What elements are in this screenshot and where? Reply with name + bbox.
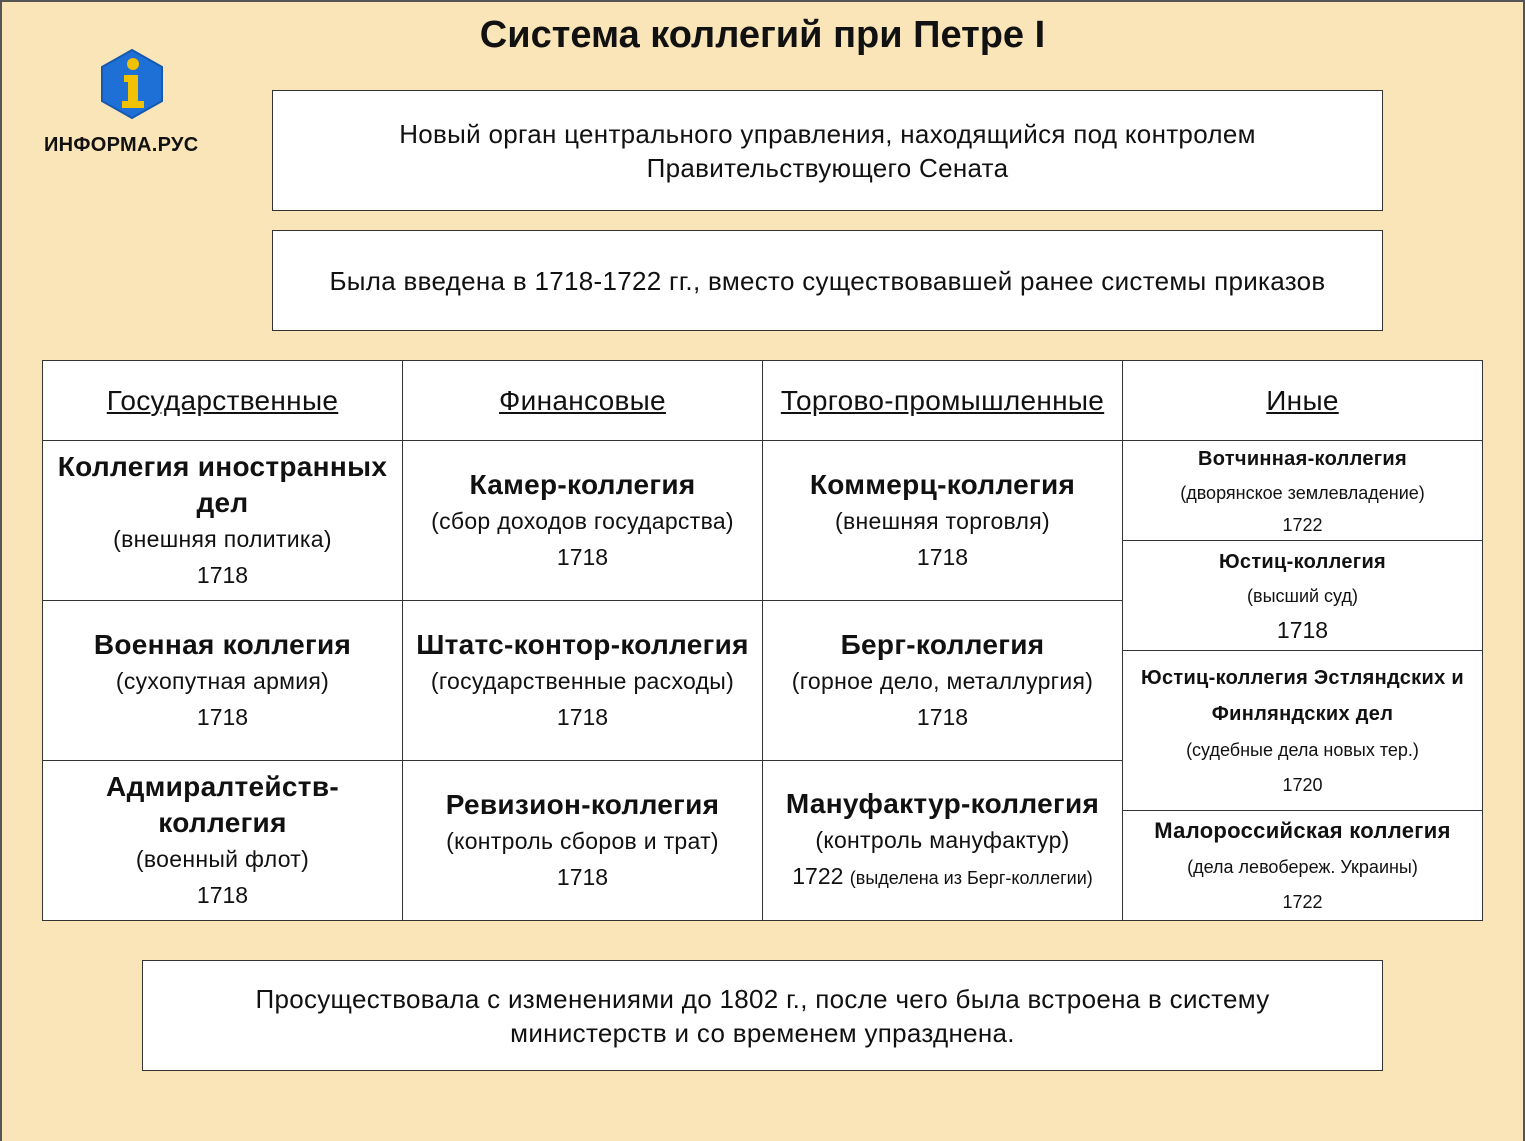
definition-text: Новый орган центрального управления, находящийся под контролем Правительствующего Сената xyxy=(399,118,1256,183)
college-year: 1722 xyxy=(1282,514,1323,535)
college-berg xyxy=(762,600,1123,761)
definition-box xyxy=(272,90,1383,211)
college-admiralty xyxy=(42,760,403,921)
college-desc: (дворянское землевладение) xyxy=(1180,482,1425,503)
introduction-text: Была введена в 1718-1722 гг., вместо существовавшей ранее системы приказов xyxy=(329,265,1326,296)
college-desc: (сухопутная армия) xyxy=(115,667,330,694)
college-name: Юстиц-коллегия Эстляндских и Финляндских дел xyxy=(1141,666,1464,725)
college-year: 1718 xyxy=(916,543,969,570)
college-year: 1718 xyxy=(196,561,249,588)
header-other xyxy=(1122,360,1483,441)
college-name: Адмиралтейств-коллегия xyxy=(106,770,339,838)
header-label: Государственные xyxy=(106,384,339,416)
college-foreign-affairs xyxy=(42,440,403,601)
college-military xyxy=(42,600,403,761)
college-name: Камер-коллегия xyxy=(469,468,696,500)
college-year: 1718 xyxy=(556,703,609,730)
college-year: 1718 xyxy=(196,703,249,730)
college-votchinnaya xyxy=(1122,440,1483,541)
college-year: 1718 xyxy=(196,881,249,908)
college-name: Штатс-контор-коллегия xyxy=(416,628,749,660)
colleges-table xyxy=(42,360,1483,920)
college-desc: (контроль мануфактур) xyxy=(815,826,1070,853)
logo-text: ИНФОРМА.РУС xyxy=(44,134,199,156)
college-desc: (горное дело, металлургия) xyxy=(791,667,1094,694)
college-name: Юстиц-коллегия xyxy=(1218,550,1387,573)
header-state xyxy=(42,360,403,441)
college-name: Малороссийская коллегия xyxy=(1154,817,1451,843)
college-year-line xyxy=(792,858,1093,896)
college-malorossiyskaya xyxy=(1122,810,1483,921)
college-name: Военная коллегия xyxy=(93,628,352,660)
college-year: 1722 xyxy=(1282,891,1323,912)
college-kommerts xyxy=(762,440,1123,601)
header-finance xyxy=(402,360,763,441)
college-desc: (государственные расходы) xyxy=(430,667,735,694)
info-hexagon-icon xyxy=(100,48,164,120)
college-desc: (высший суд) xyxy=(1247,585,1358,606)
college-year: 1718 xyxy=(556,863,609,890)
college-year: 1718 xyxy=(556,543,609,570)
introduction-box xyxy=(272,230,1383,331)
college-manufaktur xyxy=(762,760,1123,921)
college-name: Коммерц-коллегия xyxy=(809,468,1076,500)
footer-text: Просуществовала с изменениями до 1802 г., после чего была встроена в систему министерств и со временем упразднена. xyxy=(255,983,1270,1048)
college-name: Ревизион-коллегия xyxy=(445,788,720,820)
college-revizion xyxy=(402,760,763,921)
college-name: Вотчинная-коллегия xyxy=(1198,447,1407,470)
header-trade xyxy=(762,360,1123,441)
college-name: Коллегия иностранных дел xyxy=(57,450,388,518)
footer-box xyxy=(142,960,1383,1071)
college-year: 1722 xyxy=(792,862,844,889)
college-shtats-kontor xyxy=(402,600,763,761)
college-yustits-estland xyxy=(1122,650,1483,811)
header-label: Иные xyxy=(1266,384,1339,416)
college-name: Мануфактур-коллегия xyxy=(785,787,1100,819)
college-desc: (дела левобереж. Украины) xyxy=(1187,856,1418,877)
college-desc: (внешняя политика) xyxy=(113,525,332,552)
college-desc: (внешняя торговля) xyxy=(835,507,1050,534)
page-title: Система коллегий при Петре I xyxy=(479,14,1046,56)
college-desc: (сбор доходов государства) xyxy=(431,507,734,534)
college-year: 1720 xyxy=(1282,774,1323,795)
college-yustits xyxy=(1122,540,1483,651)
header-label: Финансовые xyxy=(499,384,666,416)
college-note: (выделена из Берг-коллегии) xyxy=(849,867,1093,888)
college-kamer xyxy=(402,440,763,601)
college-desc: (военный флот) xyxy=(135,845,310,872)
college-year: 1718 xyxy=(1276,616,1329,643)
college-name: Берг-коллегия xyxy=(840,628,1045,660)
college-desc: (судебные дела новых тер.) xyxy=(1186,739,1419,760)
header-label: Торгово-промышленные xyxy=(780,384,1105,416)
college-desc: (контроль сборов и трат) xyxy=(446,827,719,854)
college-year: 1718 xyxy=(916,703,969,730)
